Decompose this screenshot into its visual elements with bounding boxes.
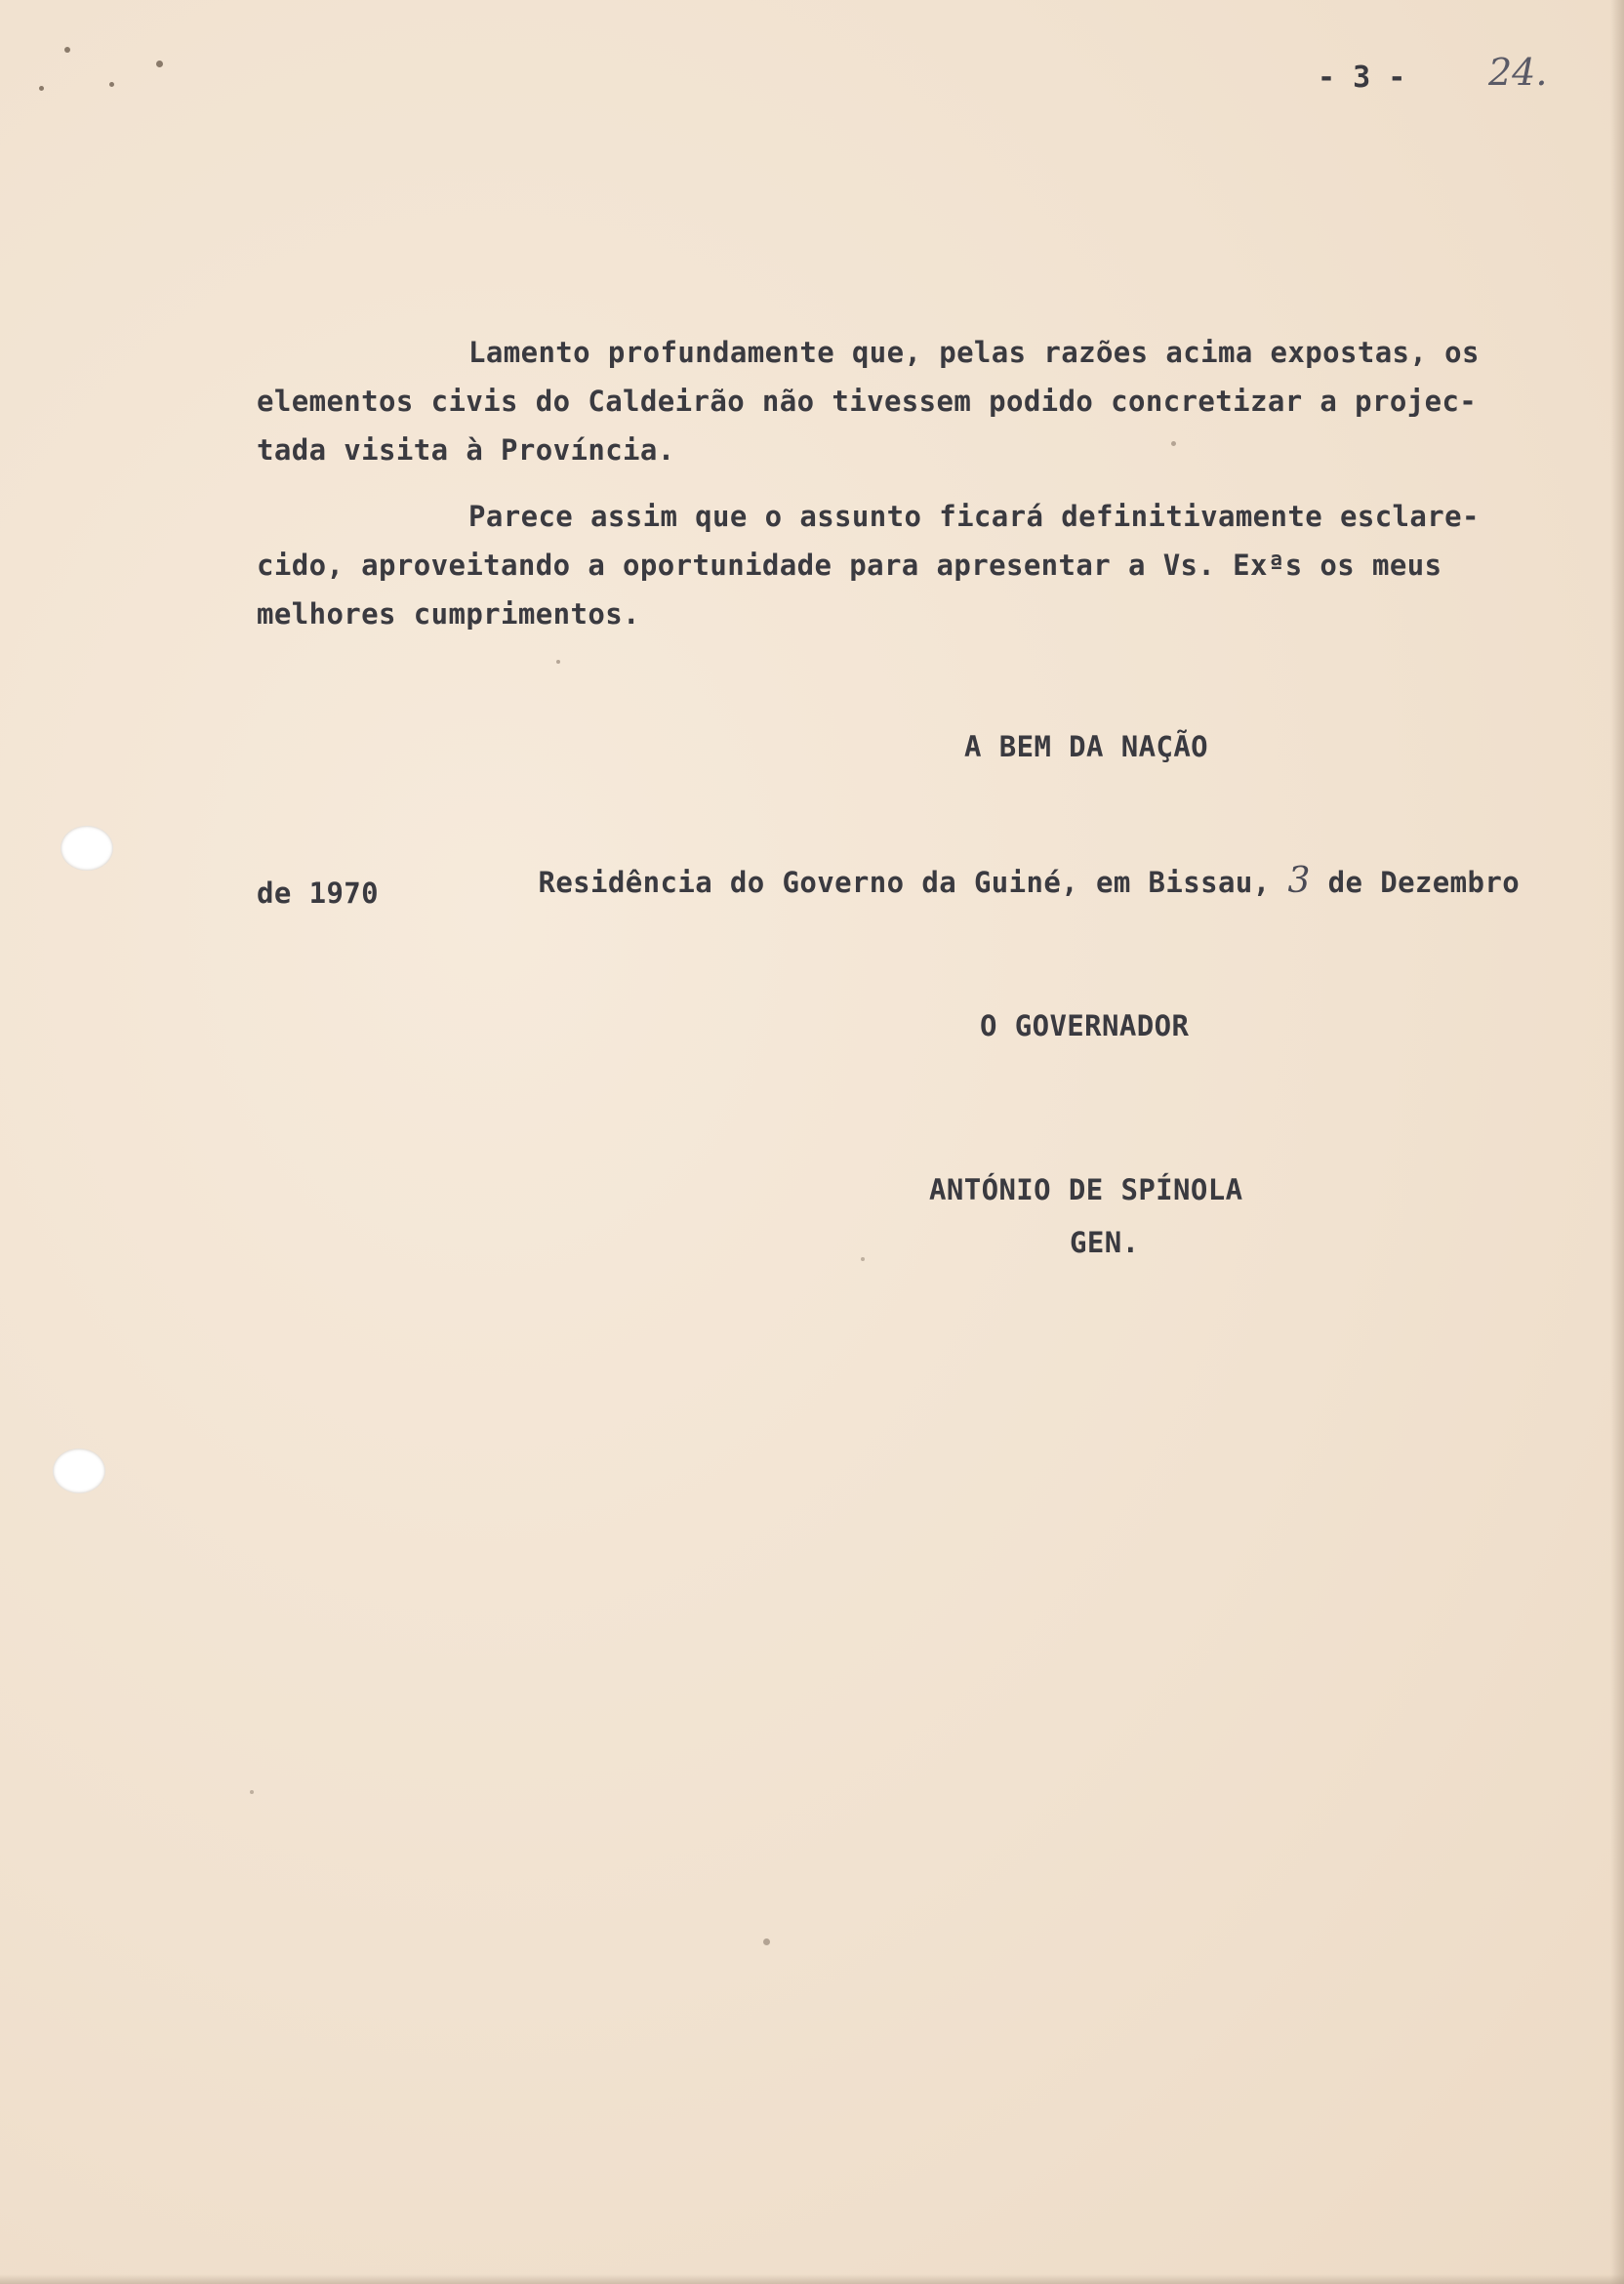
closing-motto: A BEM DA NAÇÃO: [964, 730, 1209, 763]
page-number: - 3 -: [1318, 61, 1406, 95]
paragraph1-line-2: elementos civis do Caldeirão não tivessem podido concretizar a projec-: [257, 385, 1478, 418]
paragraph2-line-2: cido, aproveitando a oportunidade para apresentar a Vs. Exªs os meus: [257, 549, 1442, 582]
paper-speck: [556, 660, 560, 664]
place-prefix: Residência do Governo da Guiné, em Bissau,: [538, 866, 1271, 899]
signatory-rank: GEN.: [1070, 1226, 1140, 1259]
punch-hole-bottom: [53, 1448, 105, 1493]
punch-hole-top: [61, 826, 113, 871]
staple-mark: [64, 47, 70, 53]
staple-mark: [39, 86, 44, 91]
paragraph2-line-1: Parece assim que o assunto ficará definitivamente esclare-: [468, 500, 1480, 533]
handwritten-day: 3: [1287, 861, 1311, 901]
page-bottom-shadow: [0, 2274, 1624, 2284]
date-year-line: de 1970: [257, 877, 380, 910]
paper-speck: [250, 1790, 254, 1794]
place-date-line: [468, 828, 1520, 934]
paragraph1-line-1: Lamento profundamente que, pelas razões acima expostas, os: [468, 336, 1480, 369]
paragraph1-line-3: tada visita à Província.: [257, 433, 675, 467]
folio-number: 24.: [1488, 51, 1548, 94]
paper-speck: [763, 1938, 770, 1945]
date-month: de Dezembro: [1327, 866, 1521, 899]
paper-speck: [861, 1257, 865, 1261]
paper-speck: [1171, 441, 1176, 446]
page-edge-shadow: [1610, 0, 1624, 2284]
staple-mark: [109, 82, 114, 87]
signatory-name: ANTÓNIO DE SPÍNOLA: [929, 1173, 1243, 1206]
signatory-title: O GOVERNADOR: [980, 1009, 1190, 1042]
staple-mark: [156, 61, 163, 67]
paragraph2-line-3: melhores cumprimentos.: [257, 597, 640, 631]
